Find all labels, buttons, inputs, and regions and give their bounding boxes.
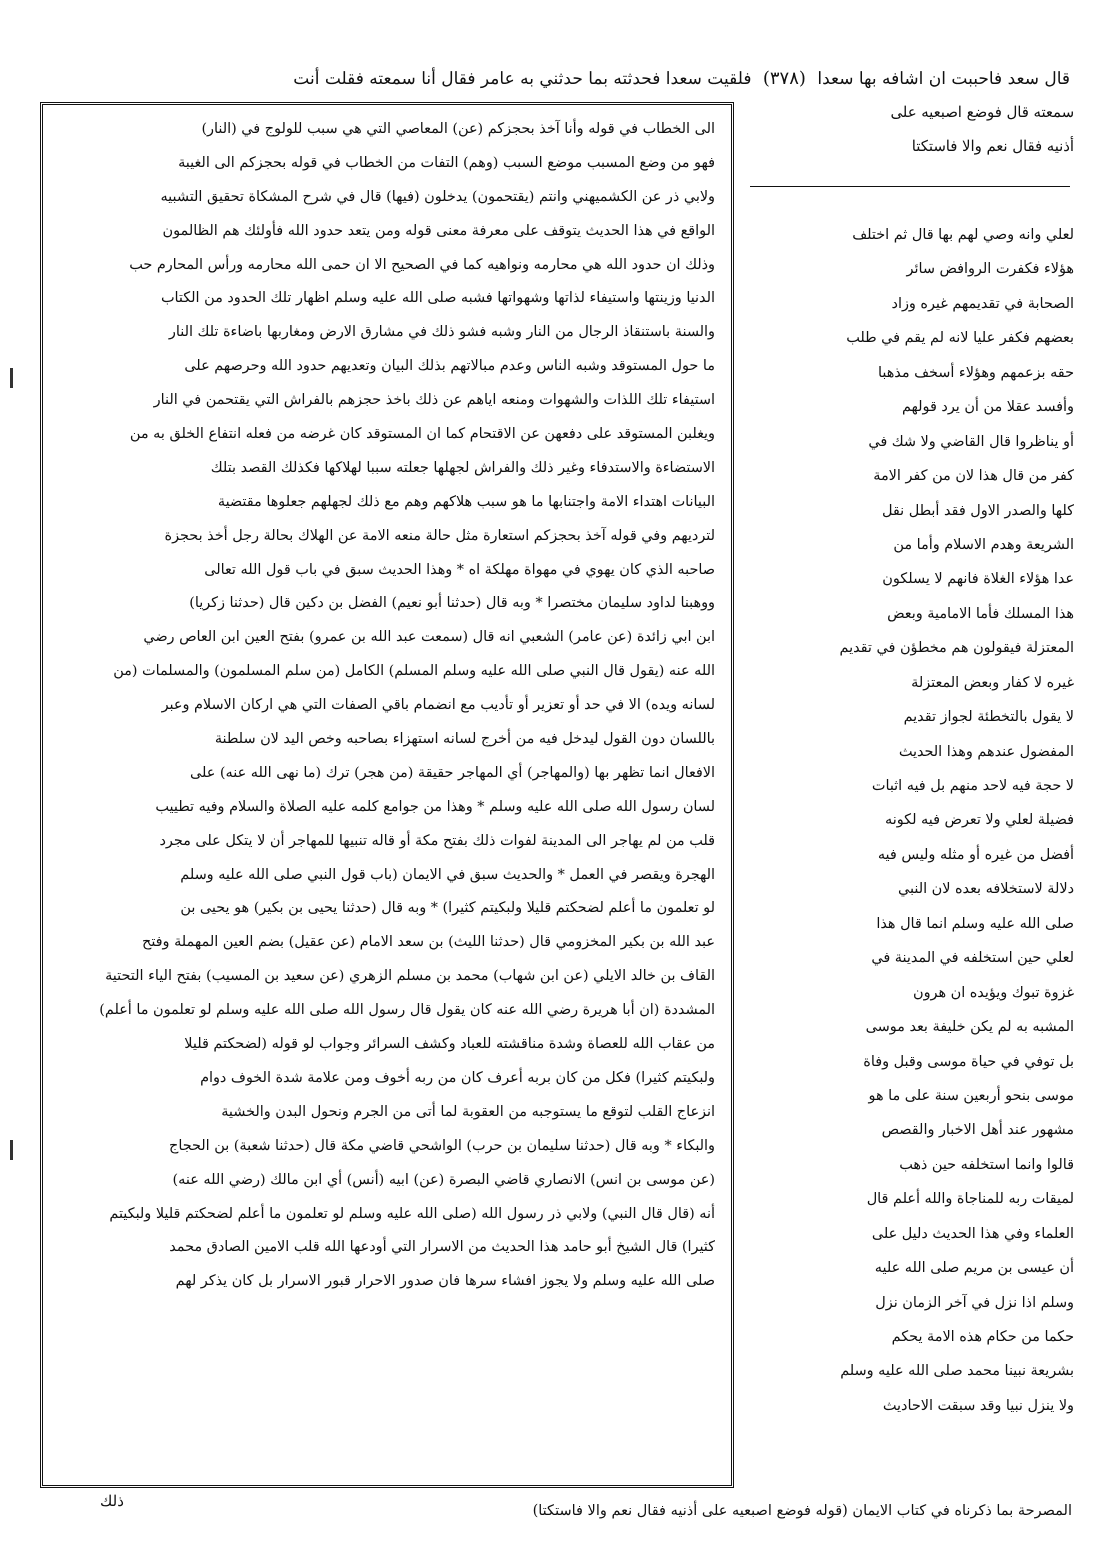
text-line: الى الخطاب في قوله وأنا آخذ بحجزكم (عن) المعاصي التي هي سبب للولوج في (النار) (201, 121, 715, 137)
text-line: استيفاء تلك اللذات والشهوات ومنعه اياهم عن ذلك باخذ حجزهم بالفراش التي يقتحمن في النار (153, 392, 715, 409)
margin-line: بل توفي في حياة موسى وقبل وفاة (863, 1053, 1074, 1070)
margin-line: دلالة لاستخلافه بعده لان النبي (898, 881, 1074, 898)
main-commentary (59, 113, 715, 1299)
margin-line: صلى الله عليه وسلم انما قال هذا (876, 915, 1074, 932)
margin-line: عدا هؤلاء الغلاة فانهم لا يسلكون (882, 571, 1074, 588)
margin-divider (750, 186, 1070, 187)
margin-commentary-top (744, 96, 1074, 164)
text-line: ولبكيتم كثيرا) فكل من كان بربه أعرف كان من ربه أخوف ومن علامة شدة الخوف دوام (200, 1069, 715, 1086)
text-line: لسانه ويده) الا في حد أو تعزير أو تأديب مع انضمام باقي الصفات التي هي اركان الاسلام وعبر (161, 697, 715, 714)
margin-line: موسى بنحو أربعين سنة على ما هو (868, 1087, 1074, 1104)
text-line: الله عنه (يقول قال النبي صلى الله عليه وسلم المسلم) الكامل (من سلم المسلمون) والمسلمات (من (113, 663, 715, 680)
text-line: لو تعلمون ما أعلم لضحكتم قليلا ولبكيتم كثيرا) * وبه قال (حدثنا يحيى بن بكير) هو يحيى بن (180, 900, 715, 917)
text-line: ولابي ذر عن الكشميهني وانتم (يقتحمون) يدخلون (فيها) قال في شرح المشكاة تحقيق التشبيه (160, 188, 715, 205)
margin-line: لا حجة فيه لاحد منهم بل فيه اثبات (871, 778, 1074, 794)
margin-line: وسلم اذا نزل في آخر الزمان نزل (875, 1294, 1074, 1311)
text-line: فهو من وضع المسبب موضع السبب (وهم) التفات من الخطاب في قوله بحجزكم الى الغيبة (178, 154, 715, 171)
text-line: لترديهم وفي قوله آخذ بحجزكم استعارة مثل حالة منعه الامة عن الهلاك بحالة رجل أخذ بحجزة (164, 527, 715, 544)
margin-line: بعضهم فكفر عليا لانه لم يقم في طلب (846, 330, 1074, 347)
text-line: القاف بن خالد الايلي (عن ابن شهاب) محمد بن مسلم الزهري (عن سعيد بن المسيب) بفتح الياء التحتية (105, 968, 715, 985)
margin-line: لميقات ربه للمناجاة والله أعلم قال (866, 1191, 1074, 1208)
margin-line: هؤلاء فكفرت الروافض سائر (906, 261, 1074, 278)
margin-line: أو يناظروا قال القاضي ولا شك في (868, 433, 1074, 450)
margin-line: لعلي حين استخلفه في المدينة في (871, 950, 1074, 967)
scan-mark (10, 1140, 13, 1160)
text-line: قلب من لم يهاجر الى المدينة لفوات ذلك بفتح مكة أو قاله تنبيها للمهاجر أن لا يتكل على مجرد (159, 832, 715, 849)
text-line: الدنيا وزينتها واستيفاء لذاتها وشهواتها فشبه صلى الله عليه وسلم اظهار تلك الحدود من الكتاب (160, 290, 715, 307)
text-line: البيانات اهتداء الامة واجتنابها ما هو سبب هلاكهم وهم مع ذلك لجهلهم جعلوها مقتضية (217, 493, 715, 510)
text-line: والبكاء * وبه قال (حدثنا سليمان بن حرب) الواشحي قاضي مكة قال (حدثنا شعبة) بن الحجاج (169, 1137, 715, 1154)
margin-line: حكما من حكام هذه الامة يحكم (891, 1329, 1074, 1345)
margin-line: العلماء وفي هذا الحديث دليل على (871, 1225, 1074, 1242)
text-line: وذلك ان حدود الله هي محارمه ونواهيه كما في الصحيح الا ان حمى الله محارمه ورأس المحارم حب (129, 256, 715, 273)
footer-text: المصرحة بما ذكرناه في كتاب الايمان (قوله فوضع اصبعيه على أذنيه فقال نعم والا فاستكتا) (532, 1503, 1072, 1519)
text-line: صاحبه الذي كان يهوي في مهواة مهلكة اه * وهذا الحديث سبق في باب قول الله تعالى (204, 561, 715, 578)
margin-commentary (744, 218, 1074, 1423)
margin-line: الصحابة في تقديمهم غيره وزاد (891, 295, 1074, 312)
text-line: الواقع في هذا الحديث يتوقف على معرفة معنى قوله ومن يتعد حدود الله فأولئك هم الظالمون (162, 222, 715, 239)
margin-line: بشريعة نبينا محمد صلى الله عليه وسلم (840, 1363, 1074, 1380)
running-header (50, 62, 1070, 96)
margin-line: أفضل من غيره أو مثله وليس فيه (877, 846, 1074, 863)
header-text-right: قال سعد فاحببت ان اشافه بها سعدا (817, 69, 1070, 89)
catchword: ذلك (100, 1492, 124, 1510)
margin-line: لا يقول بالتخطئة لجواز تقديم (903, 709, 1074, 726)
margin-line: المفضول عندهم وهذا الحديث (898, 743, 1074, 760)
margin-line: وأفسد عقلا من أن يرد قولهم (901, 399, 1074, 416)
text-line: المشددة (ان أبا هريرة رضي الله عنه كان يقول قال رسول الله صلى الله عليه وسلم لو تعلمون ما أعلم) (99, 1002, 715, 1019)
text-line: والسنة باستنقاذ الرجال من النار وشبه فشو ذلك في مشارق الارض ومغاربها باضاءة تلك النار (168, 324, 715, 341)
text-line: لسان رسول الله صلى الله عليه وسلم * وهذا من جوامع كلمه عليه الصلاة والسلام وفيه تطييب (155, 798, 715, 815)
margin-line: غيره لا كفار وبعض المعتزلة (911, 674, 1074, 691)
header-text-left: فلقيت سعدا فحدثته بما حدثني به عامر فقال أنا سمعته فقلت أنت (293, 69, 752, 89)
margin-line: هذا المسلك فأما الامامية وبعض (887, 605, 1074, 622)
margin-line: المشبه به لم يكن خليفة بعد موسى (865, 1019, 1074, 1036)
text-line: كثيرا) قال الشيخ أبو حامد هذا الحديث من الاسرار التي أودعها الله قلب الامين الصادق محمد (169, 1239, 715, 1256)
margin-line: الشريعة وهدم الاسلام وأما من (893, 536, 1074, 553)
text-line: الهجرة ويقصر في العمل * والحديث سبق في الايمان (باب قول النبي صلى الله عليه وسلم (180, 866, 715, 883)
margin-line: كلها والصدر الاول فقد أبطل نقل (881, 502, 1074, 519)
text-line: من عقاب الله للعصاة وشدة مناقشته للعباد وكشف السرائر وجواب لو قوله (لضحكتم قليلا (184, 1036, 715, 1053)
margin-line: مشهور عند أهل الاخبار والقصص (881, 1122, 1074, 1139)
text-line: ما حول المستوقد وشبه الناس وعدم مبالاتهم بذلك البيان وتعديهم حدود الله وحرصهم على (184, 358, 715, 375)
page-number: (٣٧٨) (762, 68, 806, 89)
scan-mark (10, 368, 13, 388)
text-line: باللسان دون القول ليدخل فيه من أخرج لسانه استهزاء بصاحبه وخص اليد لان سلطنة (214, 731, 715, 748)
text-line: الاستضاءة والاستدفاء وغير ذلك والفراش لجهلها جعلته سببا لهلاكها فكذلك القصد بتلك (210, 459, 715, 476)
text-line: عبد الله بن بكير المخزومي قال (حدثنا الليث) بن سعد الامام (عن عقيل) بضم العين المهملة وفتح (142, 934, 715, 951)
text-line: ابن ابي زائدة (عن عامر) الشعبي انه قال (سمعت عبد الله بن عمرو) بفتح العين ابن العاص رضي (143, 629, 715, 646)
text-line: أنه (قال قال النبي) ولابي ذر رسول الله (صلى الله عليه وسلم لو تعلمون ما أعلم لضحكتم قليلا ولبكيتم (109, 1205, 715, 1222)
text-line: ويغلبن المستوقد على دفعهن عن الاقتحام كما ان المستوقد كان غرضه من فعله انتفاع الخلق به من (129, 426, 715, 443)
margin-line: المعتزلة فيقولون هم مخطؤن في تقديم (839, 640, 1074, 657)
main-text-frame (40, 102, 734, 1488)
margin-line: لعلي وانه وصي لهم بها قال ثم اختلف (852, 227, 1074, 243)
text-line: الافعال انما تظهر بها (والمهاجر) أي المهاجر حقيقة (من هجر) ترك (ما نهى الله عنه) على (190, 764, 715, 781)
margin-line: أن عيسى بن مريم صلى الله عليه (874, 1260, 1074, 1277)
margin-line: فضيلة لعلي ولا تعرض فيه لكونه (884, 812, 1074, 829)
margin-line: غزوة تبوك ويؤيده ان هرون (913, 984, 1074, 1001)
margin-line: ولا ينزل نبيا وقد سبقت الاحاديث (882, 1397, 1074, 1414)
margin-top-line: أذنيه فقال نعم والا فاستكتا (911, 138, 1074, 155)
margin-line: حقه بزعمهم وهؤلاء أسخف مذهبا (877, 364, 1074, 381)
margin-line: قالوا وانما استخلفه حين ذهب (899, 1156, 1074, 1173)
text-line: ووهبنا لداود سليمان مختصرا * وبه قال (حدثنا أبو نعيم) الفضل بن دكين قال (حدثنا زكريا) (189, 595, 715, 612)
text-line: (عن موسى بن انس) الانصاري قاضي البصرة (عن) ابيه (أنس) أي ابن مالك (رضي الله عنه) (172, 1171, 715, 1188)
text-line: انزعاج القلب لتوقع ما يستوجبه من العقوبة لما أتى من الجرم ونحول البدن والخشية (221, 1103, 715, 1120)
margin-line: كفر من قال هذا لان من كفر الامة (873, 468, 1074, 485)
margin-top-line: سمعته قال فوضع اصبعيه على (890, 104, 1074, 121)
text-line: صلى الله عليه وسلم ولا يجوز افشاء سرها فان صدور الاحرار قبور الاسرار بل كان يذكر لهم (175, 1273, 715, 1290)
